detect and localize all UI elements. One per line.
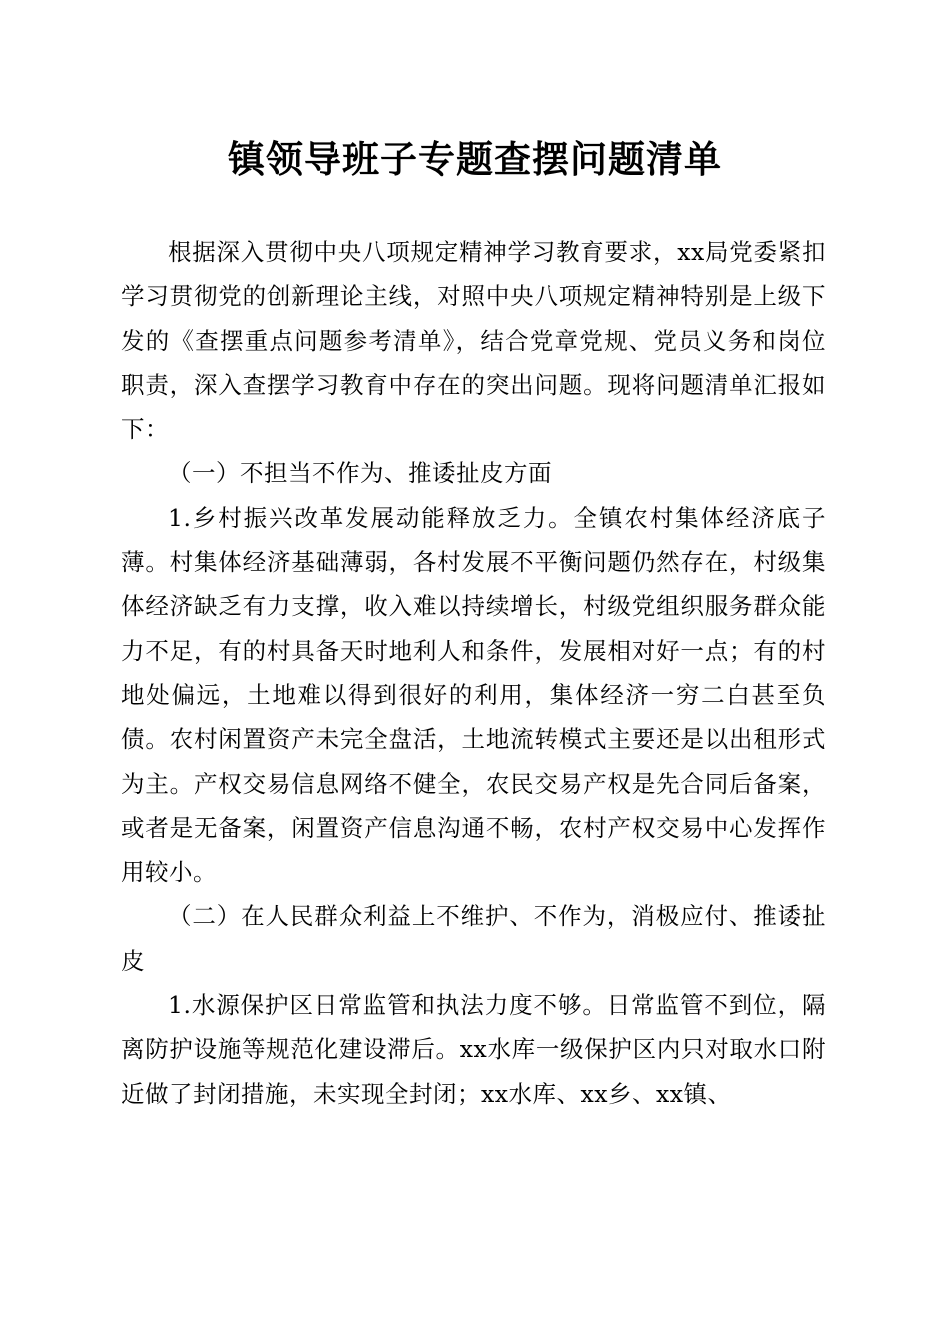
document-body [121, 230, 826, 1116]
intro-paragraph: 根据深入贯彻中央八项规定精神学习教育要求，xx局党委紧扣学习贯彻党的创新理论主线，对照中央八项规定精神特别是上级下发的《查摆重点问题参考清单》，结合党章党规、党员义务和岗位职责，深入查摆学习教育中存在的突出问题。现将问题清单汇报如下： [121, 238, 826, 444]
section-heading-1: （一）不担当不作为、推诿扯皮方面 [168, 459, 552, 488]
document-title: 镇领导班子专题查摆问题清单 [228, 137, 722, 181]
section-1-item-1: 1.乡村振兴改革发展动能释放乏力。全镇农村集体经济底子薄。村集体经济基础薄弱，各村发展不平衡问题仍然存在，村级集体经济缺乏有力支撑，收入难以持续增长，村级党组织服务群众能力不足，有的村具备天时地利人和条件，发展相对好一点；有的村地处偏远，土地难以得到很好的利用，集体经济一穷二白甚至负债。农村闲置资产未完全盘活，土地流转模式主要还是以出租形式为主。产权交易信息网络不健全，农民交易产权是先合同后备案，或者是无备案，闲置资产信息沟通不畅，农村产权交易中心发挥作用较小。 [121, 503, 826, 887]
section-heading-2: （二）在人民群众利益上不维护、不作为，消极应付、推诿扯皮 [121, 902, 826, 975]
section-2-item-1: 1.水源保护区日常监管和执法力度不够。日常监管不到位，隔离防护设施等规范化建设滞后。xx水库一级保护区内只对取水口附近做了封闭措施，未实现全封闭；xx水库、xx乡、xx镇、 [121, 991, 826, 1108]
